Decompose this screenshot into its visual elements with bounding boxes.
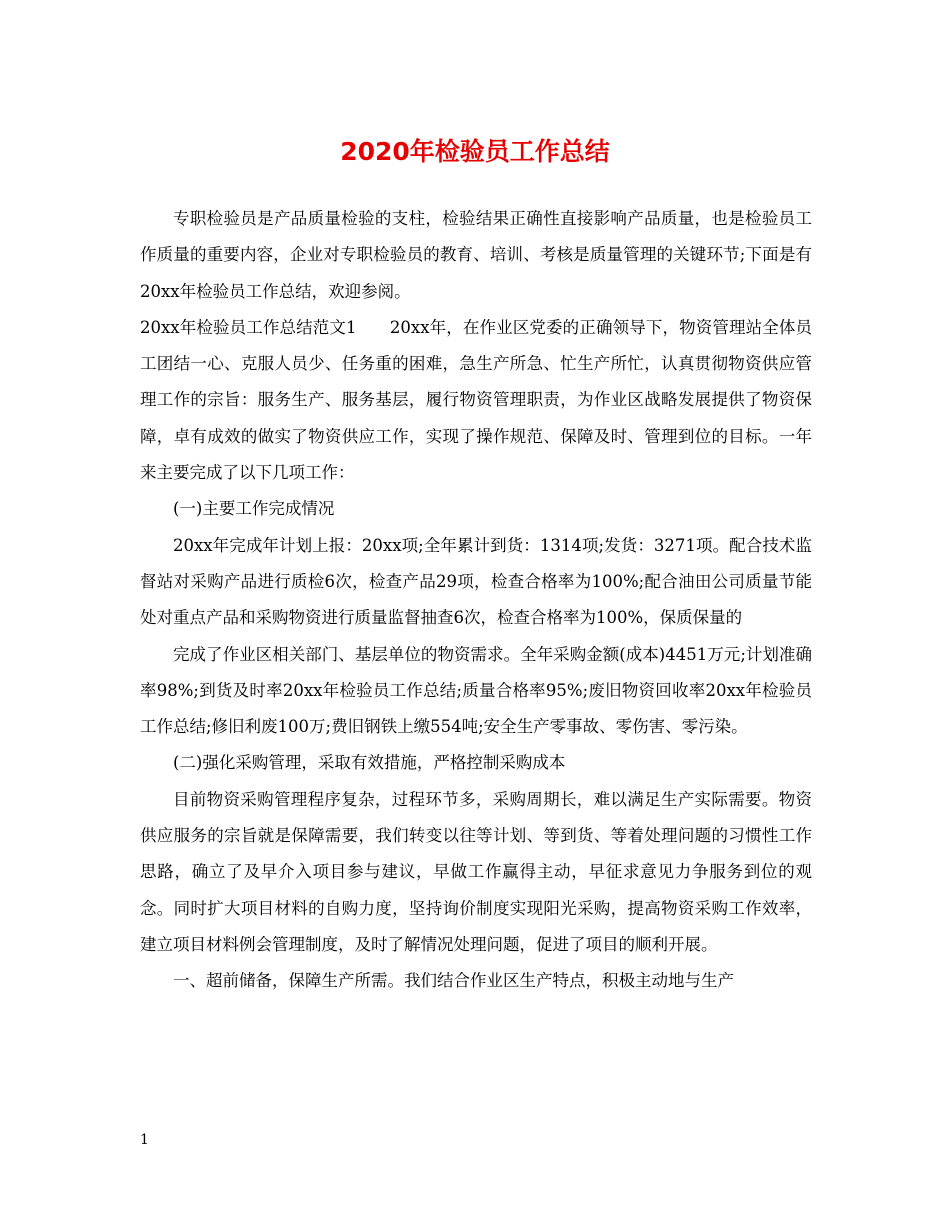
document-body (140, 201, 812, 1000)
paragraph-intro: 专职检验员是产品质量检验的支柱，检验结果正确性直接影响产品质量，也是检验员工作质量的重要内容，企业对专职检验员的教育、培训、考核是质量管理的关键环节;下面是有20xx年检验员工作总结，欢迎参阅。 (140, 209, 812, 301)
paragraph-results: 完成了作业区相关部门、基层单位的物资需求。全年采购金额(成本)4451万元;计划准确率98%;到货及时率20xx年检验员工作总结;质量合格率95%;废旧物资回收率20xx年检验员工作总结;修旧利废100万;费旧钢铁上缴554吨;安全生产零事故、零伤害、零污染。 (140, 644, 812, 737)
section-heading-2: (二)强化采购管理，采取有效措施，严格控制采购成本 (173, 753, 566, 773)
paragraph-procurement: 目前物资采购管理程序复杂，过程环节多，采购周期长，难以满足生产实际需要。物资供应服务的宗旨就是保障需要，我们转变以往等计划、等到货、等着处理问题的习惯性工作思路，确立了及早介入项目参与建议，早做工作赢得主动，早征求意见力争服务到位的观念。同时扩大项目材料的自购力度，坚持询价制度实现阳光采购，提高物资采购工作效率，建立项目材料例会管理制度，及时了解情况处理问题，促进了项目的顺利开展。 (140, 789, 812, 954)
paragraph-sample-1: 20xx年检验员工作总结范文1 20xx年，在作业区党委的正确领导下，物资管理站全体员工团结一心、克服人员少、任务重的困难，急生产所急、忙生产所忙，认真贯彻物资供应管理工作的宗旨：服务生产、服务基层，履行物资管理职责，为作业区战略发展提供了物资保障，卓有成效的做实了物资供应工作，实现了操作规范、保障及时、管理到位的目标。一年来主要完成了以下几项工作： (140, 317, 812, 483)
section-heading-1: (一)主要工作完成情况 (173, 499, 335, 519)
document-title: 2020年检验员工作总结 (340, 137, 610, 166)
paragraph-stats: 20xx年完成年计划上报：20xx项;全年累计到货：1314项;发货：3271项。配合技术监督站对采购产品进行质检6次，检查产品29项，检查合格率为100%;配合油田公司质量节能处对重点产品和采购物资进行质量监督抽查6次，检查合格率为100%，保质保量的 (140, 535, 812, 628)
page-number: 1 (140, 1132, 149, 1148)
paragraph-reserve: 一、超前储备，保障生产所需。我们结合作业区生产特点，积极主动地与生产 (173, 971, 734, 991)
